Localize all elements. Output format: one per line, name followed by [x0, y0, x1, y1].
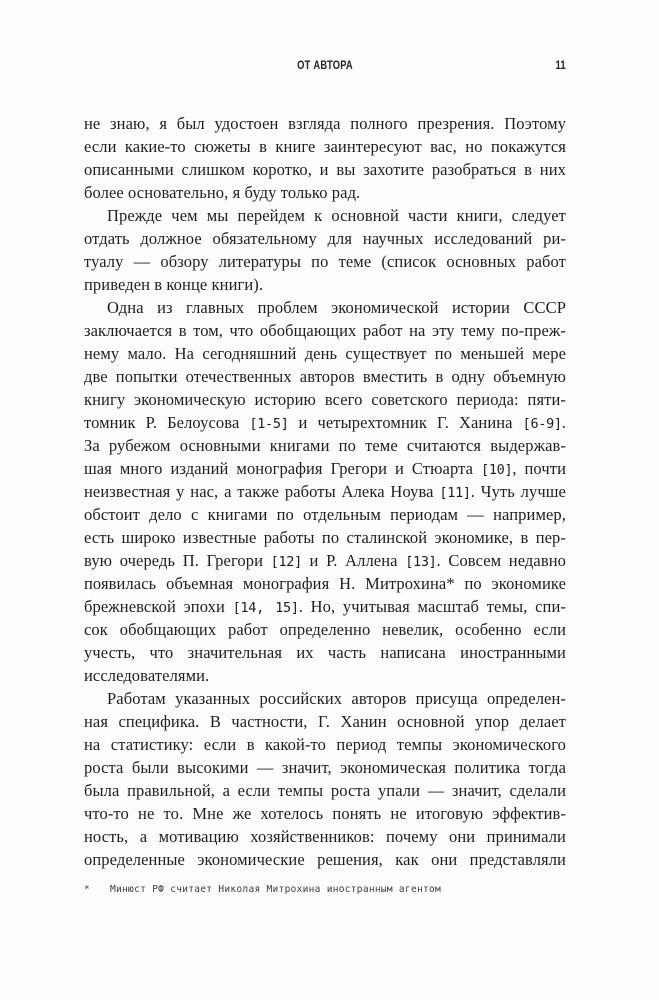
- reference-citation: [11]: [439, 485, 471, 501]
- footnote-marker: *: [84, 884, 91, 895]
- text-line: сок обобщающих работ определенно невелик, особенно если: [84, 620, 566, 639]
- text-line: что-то не то. Мне же хотелось понять не итоговую эффектив-: [84, 804, 566, 823]
- text-block: [84, 112, 566, 871]
- text-line: отдать должное обязательному для научных исследований ри-: [84, 229, 566, 248]
- text-line: заключается в том, что обобщающих работ на эту тему по-преж-: [84, 321, 566, 340]
- text-line: не знаю, я был удостоен взгляда полного презрения. Поэтому: [84, 114, 566, 133]
- reference-citation: [6-9]: [522, 416, 562, 432]
- text-line: За рубежом основными книгами по теме считаются выдержав-: [84, 436, 566, 455]
- text-line: нему мало. На сегодняшний день существует по меньшей мере: [84, 344, 566, 363]
- text-line: появилась объемная монография Н. Митрохина* по экономике: [84, 574, 566, 593]
- text-line: вую очередь П. Грегори [12] и Р. Аллена [13]. Совсем недавно: [84, 551, 567, 570]
- text-line: если какие-то сюжеты в книге заинтересуют вас, но покажутся: [84, 137, 566, 156]
- text-line: роста были высокими — значит, экономическая политика тогда: [84, 758, 566, 777]
- running-head: [84, 58, 566, 72]
- text-line: брежневской эпохи [14, 15]. Но, учитывая масштаб темы, спи-: [84, 597, 566, 616]
- paragraph: [84, 687, 566, 871]
- text-line: Одна из главных проблем экономической истории СССР: [107, 298, 566, 317]
- paragraph: [84, 296, 566, 687]
- text-line: Работам указанных российских авторов присуща определен-: [107, 689, 566, 708]
- text-line: книгу экономическую историю всего советского периода: пяти-: [84, 390, 566, 409]
- reference-citation: [13]: [405, 554, 437, 570]
- text-line: Прежде чем мы перейдем к основной части книги, следует: [107, 206, 566, 225]
- text-line: на статистику: если в какой-то период темпы экономического: [84, 735, 566, 754]
- text-line: более основательно, я буду только рад.: [84, 183, 361, 202]
- text-line: описанными слишком коротко, и вы захотите разобраться в них: [84, 160, 566, 179]
- page-number: 11: [555, 58, 566, 72]
- paragraph: [84, 204, 566, 296]
- text-line: шая много изданий монография Грегори и Стюарта [10], почти: [84, 459, 566, 478]
- footnote: [84, 884, 566, 895]
- footnote-text: Минюст РФ считает Николая Митрохина иностранным агентом: [110, 884, 442, 895]
- text-line: обстоит дело с книгами по отдельным периодам — например,: [84, 505, 566, 524]
- text-line: есть широко известные работы по сталинской экономике, в пер-: [84, 528, 566, 547]
- reference-citation: [12]: [270, 554, 302, 570]
- text-line: две попытки отечественных авторов вместить в одну объемную: [84, 367, 566, 386]
- text-line: ность, а мотивацию хозяйственников: почему они принимали: [84, 827, 566, 846]
- text-line: томник Р. Белоусова [1-5] и четырехтомник Г. Ханина [6-9].: [84, 413, 566, 432]
- text-line: неизвестная у нас, а также работы Алека Ноува [11]. Чуть лучше: [84, 482, 566, 501]
- text-line: исследователями.: [84, 666, 210, 685]
- reference-citation: [14, 15]: [232, 600, 299, 616]
- chapter-title: ОТ АВТОРА: [297, 58, 353, 72]
- text-line: была правильной, а если темпы роста упали — значит, сделали: [84, 781, 566, 800]
- text-line: ная специфика. В частности, Г. Ханин основной упор делает: [84, 712, 566, 731]
- text-line: приведен в конце книги).: [84, 275, 264, 294]
- text-line: определенные экономические решения, как они представляли: [84, 850, 566, 869]
- reference-citation: [10]: [481, 462, 513, 478]
- text-line: учесть, что значительная их часть написана иностранными: [84, 643, 566, 662]
- reference-citation: [1-5]: [249, 416, 289, 432]
- text-line: туалу — обзору литературы по теме (список основных работ: [84, 252, 566, 271]
- paragraph: [84, 112, 566, 204]
